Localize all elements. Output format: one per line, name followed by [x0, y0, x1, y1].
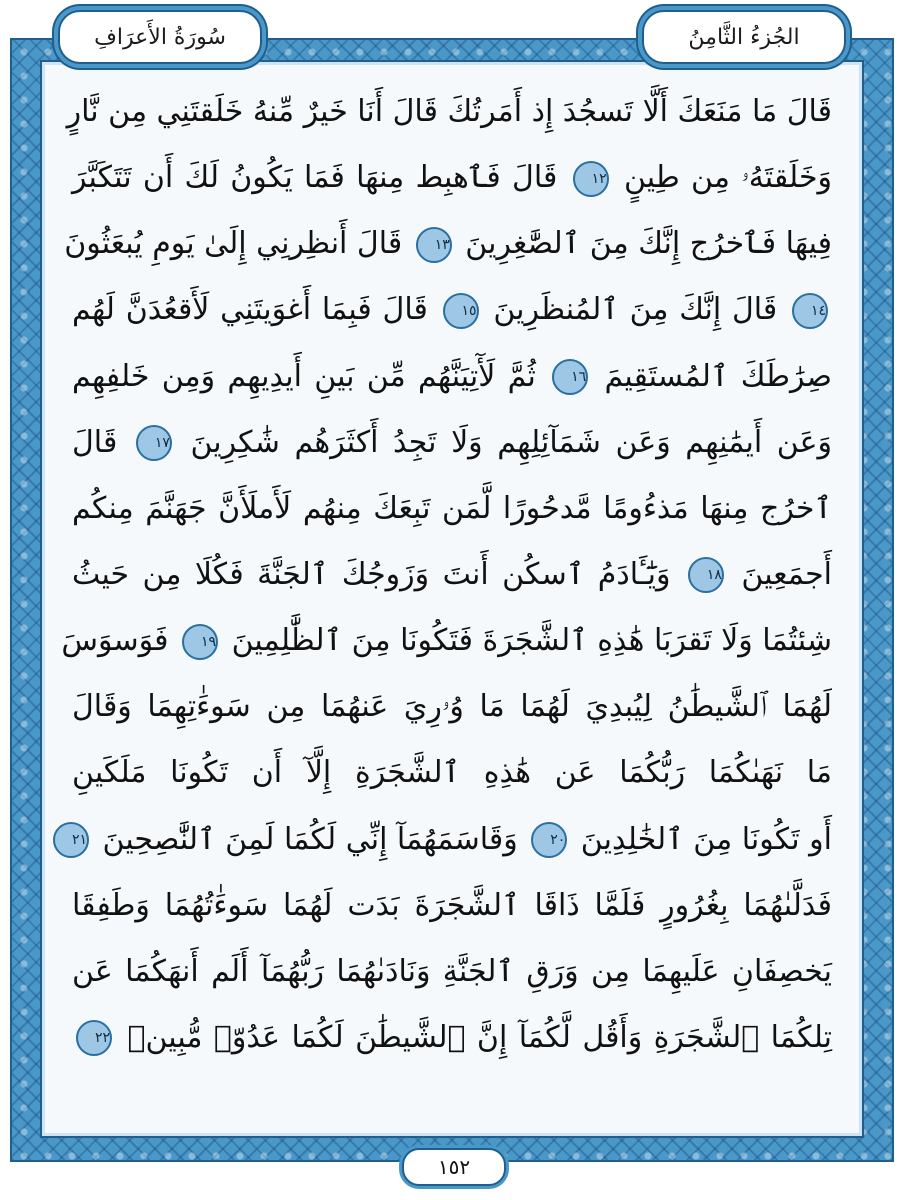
text-line	[50, 886, 854, 926]
verse-text: أَجمَعِينَ	[741, 556, 832, 592]
surah-title: سُورَةُ الأَعرَافِ	[58, 10, 262, 64]
ayah-marker: ١٧	[136, 425, 172, 461]
verse-text: شِئتُمَا وَلَا تَقرَبَا هَٰذِهِ ٱلشَّجَرَةَ فَتَكُونَا مِنَ ٱلظَّٰلِمِينَ	[231, 623, 832, 659]
text-line	[50, 555, 854, 595]
text-line	[50, 489, 854, 529]
verse-text: ٱخرُج مِنهَا مَذءُومًا مَّدحُورًا لَّمَن تَبِعَكَ مِنهُم لَأَملَأَنَّ جَهَنَّمَ مِنكُم	[72, 490, 832, 526]
text-line	[50, 687, 854, 727]
verse-text: قَالَ	[72, 424, 118, 460]
verse-text: مَا نَهَىٰكُمَا رَبُّكُمَا عَن هَٰذِهِ ٱلشَّجَرَةِ إِلَّآ أَن تَكُونَا مَلَكَينِ	[72, 755, 832, 791]
text-line	[50, 423, 854, 463]
page-number: ١٥٢	[402, 1148, 506, 1186]
text-line	[50, 820, 854, 860]
verse-text: صِرَٰطَكَ ٱلمُستَقِيمَ	[604, 358, 832, 394]
juz-title: الجُزءُ الثَّامِنُ	[642, 10, 846, 64]
verse-text: وَقَاسَمَهُمَآ إِنِّي لَكُمَا لَمِنَ ٱلنَّٰصِحِينَ	[102, 821, 518, 857]
ayah-marker: ١٦	[552, 359, 588, 395]
ayah-marker: ١٤	[792, 293, 828, 329]
verse-text: وَخَلَقتَهُۥ مِن طِينٍ	[623, 160, 832, 196]
verse-text: قَالَ أَنظِرنِي إِلَىٰ يَومِ يُبعَثُونَ	[64, 226, 403, 262]
ayah-marker: ١٥	[443, 293, 479, 329]
text-line	[50, 952, 854, 992]
text-line	[50, 92, 854, 132]
ayah-marker: ٢٢	[76, 1020, 112, 1056]
text-line	[50, 621, 854, 661]
text-line	[50, 1018, 854, 1058]
text-line	[50, 158, 854, 198]
ayah-marker: ٢١	[53, 822, 89, 858]
verse-text: قَالَ مَا مَنَعَكَ أَلَّا تَسجُدَ إِذ أَمَرتُكَ قَالَ أَنَا خَيرٌ مِّنهُ خَلَقتَنِي مِن نَّارٍ	[66, 94, 832, 129]
verse-text: تِلكُمَا ٱلشَّجَرَةِ وَأَقُل لَّكُمَآ إِنَّ ٱلشَّيطَٰنَ لَكُمَا عَدُوّٞ مُّبِينٞ	[127, 1019, 832, 1055]
text-line	[50, 290, 854, 330]
verse-text: قَالَ فَبِمَا أَغوَيتَنِي لَأَقعُدَنَّ لَهُم	[72, 292, 428, 328]
verse-text: يَخصِفَانِ عَلَيهِمَا مِن وَرَقِ ٱلجَنَّةِ وَنَادَىٰهُمَا رَبُّهُمَآ أَلَم أَنهَكُمَا عَن	[72, 953, 832, 989]
ayah-marker: ٢٠	[531, 822, 567, 858]
ayah-marker: ١٩	[182, 624, 218, 660]
ayah-marker: ١٨	[688, 557, 724, 593]
verse-text: فِيهَا فَٱخرُج إِنَّكَ مِنَ ٱلصَّٰغِرِينَ	[465, 226, 832, 262]
verse-text: فَدَلَّىٰهُمَا بِغُرُورٍ فَلَمَّا ذَاقَا ٱلشَّجَرَةَ بَدَت لَهُمَا سَوءَٰتُهُمَا وَطَفِقَا	[72, 887, 832, 923]
verse-text: وَيَٰٓـَٔادَمُ ٱسكُن أَنتَ وَزَوجُكَ ٱلجَنَّةَ فَكُلَا مِن حَيثُ	[72, 556, 671, 592]
quran-text	[50, 70, 854, 1076]
verse-text: فَوَسوَسَ	[61, 623, 169, 659]
ayah-marker: ١٢	[573, 161, 609, 197]
ayah-marker: ١٣	[416, 227, 452, 263]
text-line	[50, 753, 854, 793]
text-line	[50, 224, 854, 264]
verse-text: وَعَن أَيمَٰنِهِم وَعَن شَمَآئِلِهِم وَلَا تَجِدُ أَكثَرَهُم شَٰكِرِينَ	[190, 424, 832, 460]
verse-text: لَهُمَا ٱلشَّيطَٰنُ لِيُبدِيَ لَهُمَا مَا وُۥرِيَ عَنهُمَا مِن سَوءَٰتِهِمَا وَقَالَ	[72, 689, 832, 725]
verse-text: قَالَ إِنَّكَ مِنَ ٱلمُنظَرِينَ	[493, 292, 778, 328]
verse-text: قَالَ فَٱهبِط مِنهَا فَمَا يَكُونُ لَكَ أَن تَتَكَبَّرَ	[72, 160, 558, 196]
verse-text: أَو تَكُونَا مِنَ ٱلخَٰلِدِينَ	[580, 821, 832, 857]
verse-text: ثُمَّ لَأٓتِيَنَّهُم مِّن بَينِ أَيدِيهِم وَمِن خَلفِهِم	[72, 358, 536, 394]
text-line	[50, 357, 854, 397]
